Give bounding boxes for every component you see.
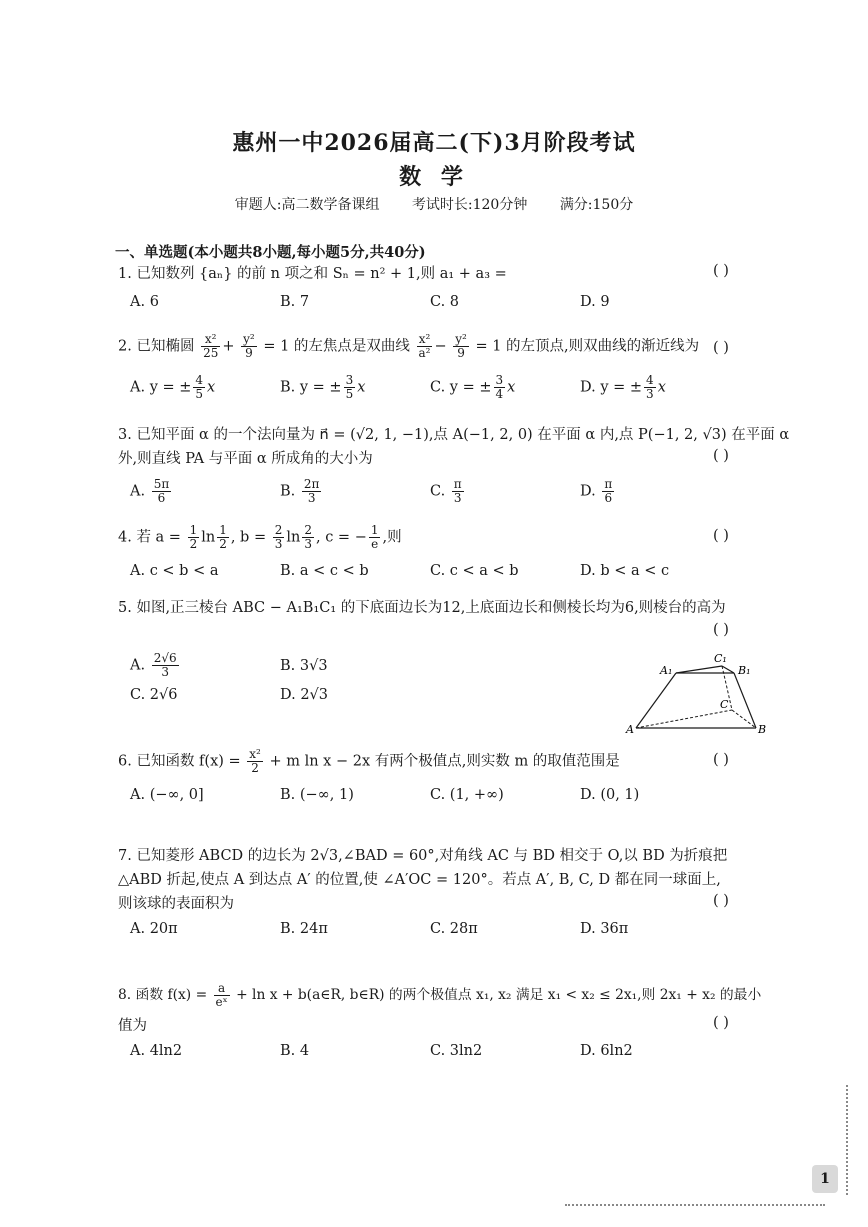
question-3-line2: 外,则直线 PA 与平面 α 所成角的大小为 (118, 451, 373, 467)
question-2-stem: 2. 已知椭圆 $\frac{\text{x²}}{25}$ + $\frac{\text{y²}}{9}$ = 1 的左焦点是双曲线 $\frac{\text{x²}}{\text{a²}}$ − $\frac{\text{y²}}{9}$ = 1 的左顶点,则双曲线的渐近线为 (118, 332, 700, 360)
option-a: A. $\frac{2√6}{3}$ (130, 651, 177, 679)
exam-subject: 数 学 (399, 164, 469, 190)
question-7-line3: 则该球的表面积为 (118, 896, 234, 912)
answer-blank-3: ( ) (713, 448, 729, 464)
exam-meta (0, 194, 868, 214)
page-corner-decoration (846, 1085, 848, 1195)
question-6-options (130, 787, 730, 803)
option-c: C. 2√6 (130, 687, 178, 703)
option-a: A. (−∞, 0] (130, 787, 204, 803)
option-c: C. c < a < b (430, 563, 519, 579)
option-a: A. y = ± $\frac{4}{5}$ x (130, 373, 216, 401)
option-b: B. a < c < b (280, 563, 369, 579)
question-5-options (130, 652, 450, 679)
option-b: B. 4 (280, 1043, 310, 1059)
fraction: $\frac{\text{x²}}{25}$ (203, 332, 219, 360)
question-2-options (130, 374, 730, 401)
question-8-options (130, 1043, 730, 1059)
question-6-stem: 6. 已知函数 f(x) = $\frac{\text{x²}}{2}$ + m ln x − 2x 有两个极值点,则实数 m 的取值范围是 (118, 747, 620, 775)
option-c: C. 8 (430, 294, 460, 310)
fraction: $\frac{\text{x²}}{\text{a²}}$ (418, 332, 431, 360)
option-c: C. (1, +∞) (430, 787, 504, 803)
exam-author: 审题人:高二数学备课组 (234, 197, 380, 213)
label-b1: B₁ (738, 664, 751, 677)
option-d: D. 6ln2 (580, 1043, 633, 1059)
option-a: A. 20π (130, 921, 178, 937)
option-d: D. 2√3 (280, 687, 329, 703)
option-d: D. $\frac{\pi}{6}$ (580, 477, 613, 505)
option-a: A. $\frac{5\pi}{6}$ (130, 477, 170, 505)
answer-blank-4: ( ) (713, 528, 729, 544)
question-8-line1: 8. 函数 f(x) = $\frac{a}{\text{eˣ}}$ + ln x + b(a∈R, b∈R) 的两个极值点 x₁, x₂ 满足 x₁ < x₂ ≤ 2x₁,则 2x₁ + x₂ 的最小 (118, 981, 762, 1009)
question-1-stem: 1. 已知数列 {aₙ} 的前 n 项之和 Sₙ = n² + 1,则 a₁ + a₃ = (118, 266, 507, 282)
fraction: $\frac{\text{y²}}{9}$ (455, 332, 467, 360)
q2-text-c: = 1 的左顶点,则双曲线的渐近线为 (475, 338, 700, 355)
page-number: 1 (812, 1165, 838, 1193)
question-3-options (130, 478, 730, 505)
label-a1: A₁ (660, 664, 673, 677)
label-a: A (626, 723, 634, 736)
option-d: D. b < a < c (580, 563, 670, 579)
answer-blank-8: ( ) (713, 1015, 729, 1031)
option-b: B. (−∞, 1) (280, 787, 354, 803)
answer-blank-7: ( ) (713, 893, 729, 909)
label-b: B (758, 723, 767, 736)
option-b: B. 24π (280, 921, 328, 937)
question-3-line1: 3. 已知平面 α 的一个法向量为 n⃗ = (√2, 1, −1),点 A(−1, 2, 0) 在平面 α 内,点 P(−1, 2, √3) 在平面 α (118, 427, 790, 443)
option-a: A. 6 (130, 294, 159, 310)
section-heading: 一、单选题(本小题共8小题,每小题5分,共40分) (115, 244, 426, 261)
option-c: C. 28π (430, 921, 478, 937)
option-c: C. $\frac{\pi}{3}$ (430, 477, 462, 505)
q2-text-a: 2. 已知椭圆 (118, 338, 195, 355)
option-a: A. 4ln2 (130, 1043, 183, 1059)
option-a: A. c < b < a (130, 563, 219, 579)
option-b: B. 3√3 (280, 658, 328, 674)
option-d: D. 9 (580, 294, 610, 310)
question-5-options-row2 (130, 687, 430, 703)
label-c1: C₁ (714, 652, 727, 665)
exam-duration: 考试时长:120分钟 (411, 197, 528, 213)
answer-blank-2: ( ) (713, 340, 729, 356)
fraction: $\frac{\text{y²}}{9}$ (243, 332, 255, 360)
q2-text-b: = 1 的左焦点是双曲线 (263, 338, 410, 355)
option-c: C. 3ln2 (430, 1043, 483, 1059)
question-1-options (130, 294, 730, 310)
question-4-options (130, 563, 730, 579)
option-d: D. 36π (580, 921, 629, 937)
question-4-stem: 4. 若 a = $\frac{1}{2}$ ln $\frac{1}{2}$ , b = $\frac{2}{3}$ ln $\frac{2}{3}$ , c = − $\frac{1}{e}$ ,则 (118, 523, 402, 551)
answer-blank-5: ( ) (713, 622, 729, 638)
answer-blank-1: ( ) (713, 263, 729, 279)
exam-score: 满分:150分 (559, 197, 634, 213)
option-b: B. y = ± $\frac{3}{5}$ x (280, 373, 366, 401)
option-d: D. y = ± $\frac{4}{3}$ x (580, 373, 666, 401)
exam-title: 惠州一中2026届高二(下)3月阶段考试 (232, 130, 636, 156)
page-footer-decoration (565, 1204, 825, 1206)
question-7-line1: 7. 已知菱形 ABCD 的边长为 2√3,∠BAD = 60°,对角线 AC 与 BD 相交于 O,以 BD 为折痕把 (118, 848, 728, 864)
option-b: B. 7 (280, 294, 310, 310)
question-5-stem: 5. 如图,正三棱台 ABC − A₁B₁C₁ 的下底面边长为12,上底面边长和侧棱长均为6,则棱台的高为 (118, 600, 726, 616)
option-c: C. y = ± $\frac{3}{4}$ x (430, 373, 516, 401)
frustum-figure (624, 648, 774, 740)
answer-blank-6: ( ) (713, 752, 729, 768)
option-b: B. $\frac{2\pi}{3}$ (280, 477, 320, 505)
question-8-line2: 值为 (118, 1018, 147, 1034)
question-7-line2: △ABD 折起,使点 A 到达点 A′ 的位置,使 ∠A′OC = 120°。若点 A′, B, C, D 都在同一球面上, (118, 872, 721, 888)
option-d: D. (0, 1) (580, 787, 640, 803)
label-c: C (720, 698, 729, 711)
question-7-options (130, 921, 730, 937)
